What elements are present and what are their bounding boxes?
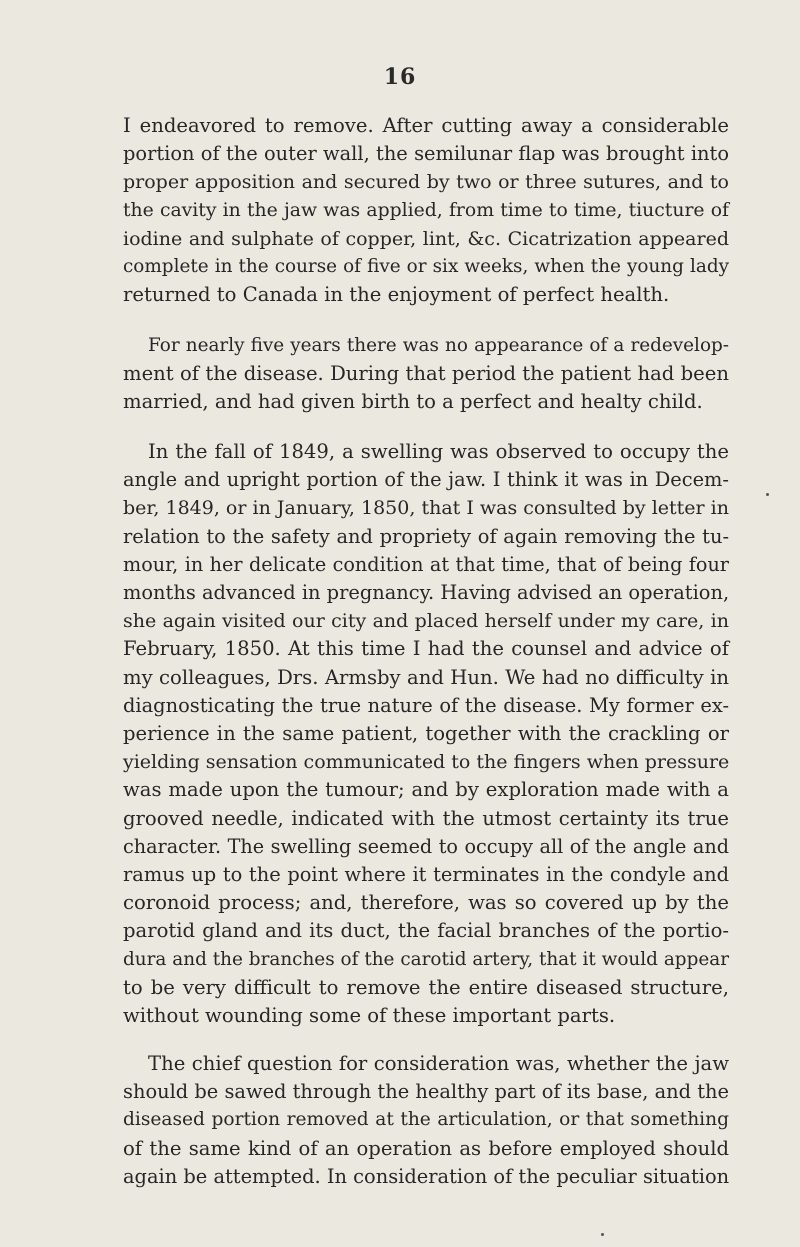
text-line: to be very difficult to remove the entire diseased structure, xyxy=(123,975,729,999)
print-speck xyxy=(601,1233,604,1236)
text-line: again be attempted. In consideration of the peculiar situation xyxy=(123,1164,730,1188)
text-line: dura and the branches of the carotid artery, that it would appear xyxy=(123,948,729,970)
text-line: ment of the disease. During that period the patient had been xyxy=(123,362,729,386)
text-line: In the fall of 1849, a swelling was observed to occupy the xyxy=(148,440,729,463)
text-line: returned to Canada in the enjoyment of perfect health. xyxy=(123,283,670,307)
paragraph-3 xyxy=(123,438,729,1030)
paragraph-2 xyxy=(123,332,729,417)
text-line: portion of the outer wall, the semilunar flap was brought into xyxy=(123,142,729,166)
text-line: should be sawed through the healthy part of its base, and the xyxy=(123,1080,729,1104)
text-line: I endeavored to remove. After cutting away a considerable xyxy=(123,114,729,137)
text-line: she again visited our city and placed herself under my care, in xyxy=(123,610,729,633)
page-number: 16 xyxy=(383,64,417,90)
text-line: yielding sensation communicated to the fingers when pressure xyxy=(123,751,730,774)
text-line: complete in the course of five or six weeks, when the young lady xyxy=(123,256,729,278)
text-line: perience in the same patient, together with the crackling or xyxy=(123,722,729,746)
text-line: my colleagues, Drs. Armsby and Hun. We had no difficulty in xyxy=(123,665,729,689)
text-line: iodine and sulphate of copper, lint, &c. Cicatrization appeared xyxy=(123,227,729,250)
text-line: months advanced in pregnancy. Having advised an operation, xyxy=(123,581,730,605)
text-line: married, and had given birth to a perfect and healty child. xyxy=(123,390,703,414)
print-speck xyxy=(766,493,769,496)
text-line: without wounding some of these important parts. xyxy=(123,1004,616,1028)
text-line: was made upon the tumour; and by exploration made with a xyxy=(123,778,729,802)
text-line: character. The swelling seemed to occupy all of the angle and xyxy=(123,834,729,858)
text-line: parotid gland and its duct, the facial branches of the portio- xyxy=(123,919,729,943)
text-line: ber, 1849, or in January, 1850, that I was consulted by letter in xyxy=(123,497,729,520)
paragraph-4 xyxy=(123,1050,729,1191)
text-line: proper apposition and secured by two or three sutures, and to xyxy=(123,171,729,194)
text-line: the cavity in the jaw was applied, from time to time, tiucture of xyxy=(123,199,729,221)
text-line: angle and upright portion of the jaw. I think it was in Decem- xyxy=(123,468,729,492)
text-line: mour, in her delicate condition at that time, that of being four xyxy=(123,552,729,576)
text-line: grooved needle, indicated with the utmost certainty its true xyxy=(123,806,729,830)
text-line: The chief question for consideration was, whether the jaw xyxy=(148,1052,729,1075)
text-line: coronoid process; and, therefore, was so covered up by the xyxy=(123,891,729,915)
text-line: of the same kind of an operation as before employed should xyxy=(123,1136,729,1160)
paragraph-1 xyxy=(123,112,729,309)
text-line: relation to the safety and propriety of again removing the tu- xyxy=(123,524,729,548)
text-line: For nearly five years there was no appearance of a redevelop- xyxy=(148,335,729,356)
text-line: February, 1850. At this time I had the counsel and advice of xyxy=(123,637,729,661)
text-line: diseased portion removed at the articulation, or that something xyxy=(123,1109,729,1131)
text-line: diagnosticating the true nature of the disease. My former ex- xyxy=(123,693,729,717)
text-line: ramus up to the point where it terminates in the condyle and xyxy=(123,863,729,887)
